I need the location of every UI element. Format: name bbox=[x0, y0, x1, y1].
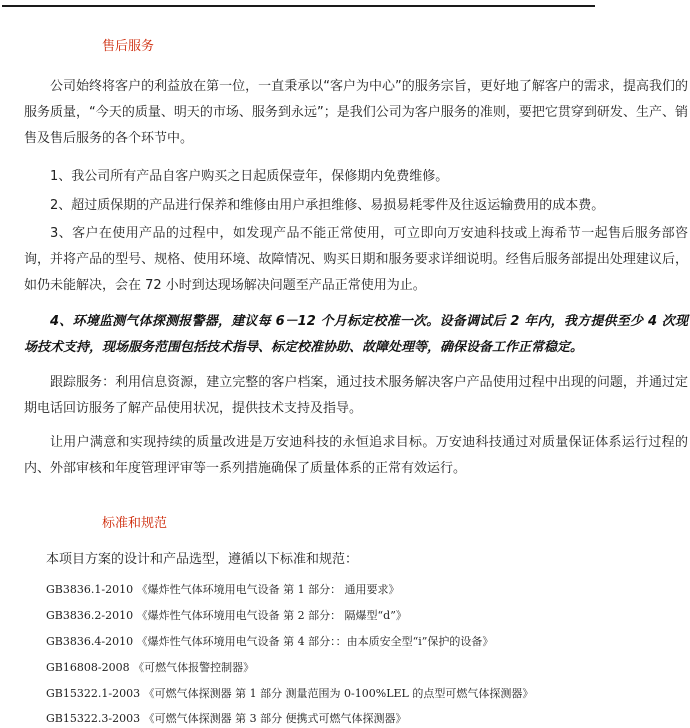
service-item-2: 2、超过质保期的产品进行保养和维修由用户承担维修、易损易耗零件及往返运输费用的成本费。 bbox=[50, 198, 605, 213]
standard-title: 《爆炸性气体环境用电气设备 第 1 部分： 通用要求》 bbox=[136, 583, 400, 596]
service-item-1: 1、我公司所有产品自客户购买之日起质保壹年，保修期内免费维修。 bbox=[50, 169, 449, 184]
service-item-3: 3、客户在使用产品的过程中，如发现产品不能正常使用，可立即向万安迪科技或上海希节一起售后服务部咨询，并将产品的型号、规格、使用环境、故障情况、购买日期和服务要求详细说明。经售后服务部提出处理建议后，如仍未能解决，会在 72 小时到达现场解决问题至产品正常使用为止。 bbox=[24, 226, 688, 293]
standard-title: 《可燃气体探测器 第 3 部分 便携式可燃气体探测器》 bbox=[143, 712, 407, 725]
standard-item bbox=[46, 710, 407, 726]
standard-item bbox=[46, 633, 493, 649]
service-heading: 售后服务 bbox=[102, 39, 155, 54]
standard-code: GB3836.2-2010 bbox=[46, 609, 134, 622]
service-item-4: 4、环境监测气体探测报警器，建议每 6－12 个月标定校准一次。设备调试后 2 年内，我方提供至少 4 次现场技术支持，现场服务范围包括技术指导、标定校准协助、故障处理等，确保设备工作正常稳定。 bbox=[24, 314, 688, 355]
standard-title: 《可燃气体探测器 第 1 部分 测量范围为 0-100%LEL 的点型可燃气体探测器》 bbox=[143, 687, 534, 700]
standard-code: GB3836.4-2010 bbox=[46, 635, 134, 648]
standard-code: GB15322.3-2003 bbox=[46, 712, 141, 725]
standard-code: GB16808-2008 bbox=[46, 661, 130, 674]
standard-item bbox=[46, 659, 254, 675]
standard-item bbox=[46, 685, 533, 701]
standard-item bbox=[46, 581, 400, 597]
quality-paragraph: 让用户满意和实现持续的质量改进是万安迪科技的永恒追求目标。万安迪科技通过对质量保证体系运行过程的内、外部审核和年度管理评审等一系列措施确保了质量体系的正常有效运行。 bbox=[24, 435, 688, 476]
service-intro-paragraph: 公司始终将客户的利益放在第一位，一直秉承以“客户为中心”的服务宗旨，更好地了解客户的需求，提高我们的服务质量，“今天的质量、明天的市场、服务到永远”；是我们公司为客户服务的准则，要把它贯穿到研发、生产、销售及售后服务的各个环节中。 bbox=[24, 79, 688, 146]
standards-heading: 标准和规范 bbox=[102, 516, 168, 531]
standard-title: 《可燃气体报警控制器》 bbox=[133, 661, 255, 674]
standards-intro: 本项目方案的设计和产品选型，遵循以下标准和规范： bbox=[46, 552, 359, 567]
standard-title: 《爆炸性气体环境用电气设备 第 4 部分：：由本质安全型“i”保护的设备》 bbox=[136, 635, 494, 648]
standard-code: GB15322.1-2003 bbox=[46, 687, 141, 700]
standard-title: 《爆炸性气体环境用电气设备 第 2 部分： 隔爆型“d”》 bbox=[136, 609, 407, 622]
standard-item bbox=[46, 607, 407, 623]
standard-code: GB3836.1-2010 bbox=[46, 583, 134, 596]
top-divider bbox=[2, 5, 595, 7]
tracking-service-paragraph: 跟踪服务：利用信息资源，建立完整的客户档案，通过技术服务解决客户产品使用过程中出现的问题，并通过定期电话回访服务了解产品使用状况，提供技术支持及指导。 bbox=[24, 375, 688, 416]
